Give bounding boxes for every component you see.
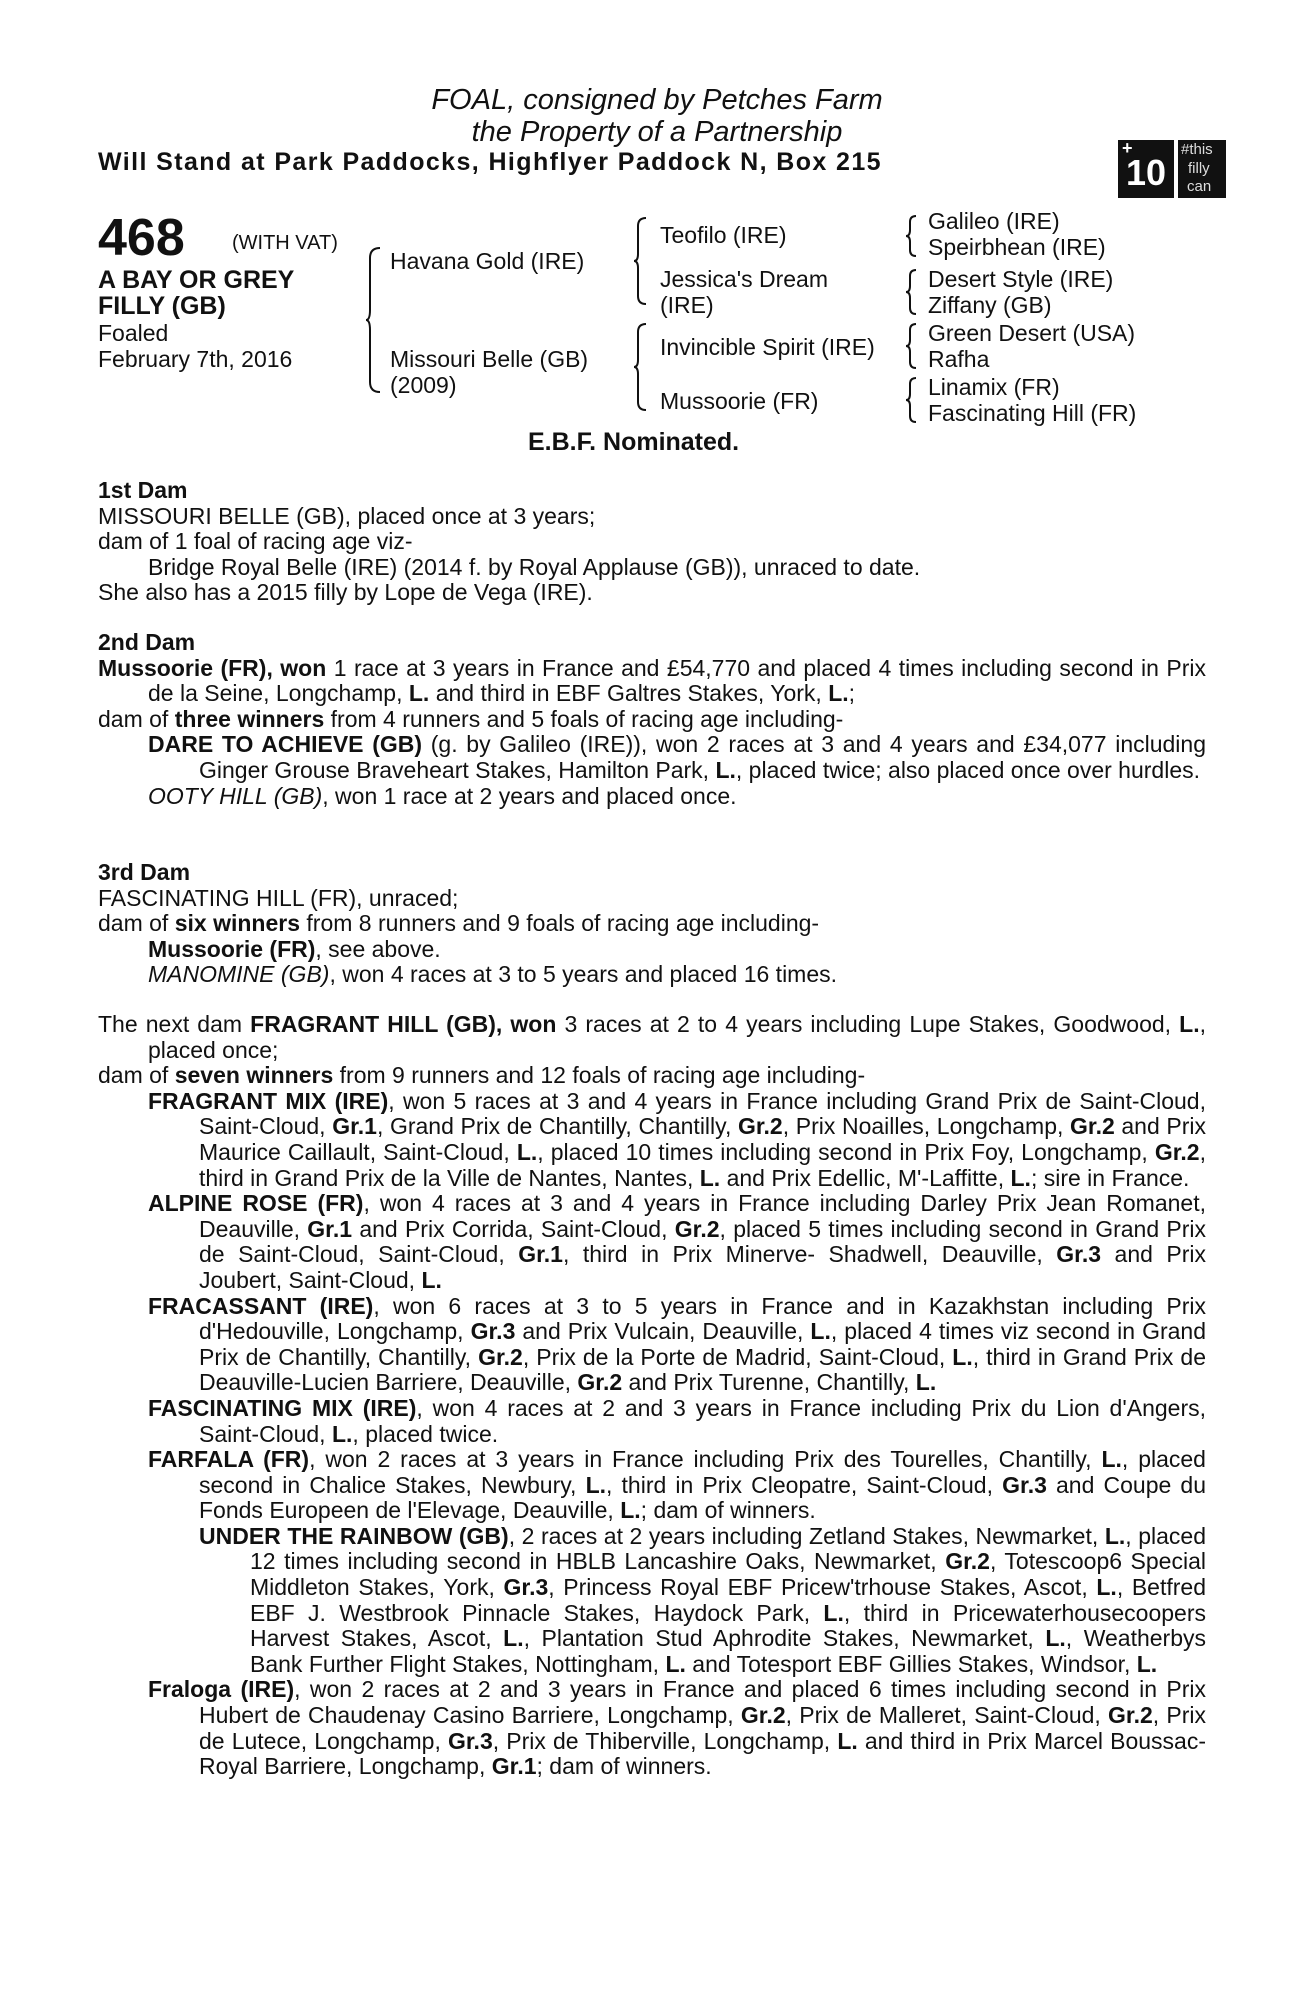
text: , won 4 races at 3 and 4 years in France including Darley Prix Jean Romanet, Deauville, [199, 1190, 1206, 1242]
text: , Weatherbys Bank Further Flight Stakes, Nottingham, [250, 1625, 1206, 1677]
grade-label: Gr.1 [491, 1753, 537, 1780]
listed-label: L. [715, 756, 736, 783]
winners-count: six winners [174, 910, 300, 937]
pedigree-brace-4 [906, 376, 920, 424]
text: and Totesport EBF Gillies Stakes, Windsor, [685, 1650, 1137, 1677]
lot-desc-2: FILLY (GB) [98, 292, 226, 320]
third-dam-line-3 [98, 937, 1206, 963]
text: and Prix Edellic, M'-Laffitte, [720, 1164, 1011, 1191]
text: , placed twice. [352, 1420, 499, 1447]
pedigree-brace-2 [906, 268, 920, 316]
pedigree-brace-1 [906, 214, 920, 258]
listed-label: L. [952, 1343, 973, 1370]
ped-sire: Havana Gold (IRE) [390, 248, 585, 274]
text: dam of [98, 910, 175, 937]
listed-label: L. [421, 1266, 442, 1293]
text: from 8 runners and 9 foals of racing age including- [300, 910, 820, 937]
text: , 2 races at 2 years including Zetland Stakes, Newmarket, [508, 1522, 1105, 1549]
text: dam of [98, 705, 175, 732]
text: and third in EBF Galtres Stakes, York, [429, 680, 829, 707]
logo-filly: filly [1188, 160, 1210, 177]
ped-4-5: Green Desert (USA) [928, 320, 1136, 346]
grade-label: Gr.2 [945, 1548, 990, 1575]
text: and Prix Joubert, Saint-Cloud, [199, 1241, 1207, 1293]
ped-sire-dam: Jessica's Dream [660, 266, 828, 292]
grade-label: Gr.2 [674, 1215, 720, 1242]
listed-label: L. [699, 1164, 721, 1191]
ped-sire-sire: Teofilo (IRE) [660, 222, 787, 248]
first-dam-line-1: MISSOURI BELLE (GB), placed once at 3 years; [98, 502, 596, 529]
ped-4-6: Rafha [928, 346, 990, 372]
third-dam-line-2 [98, 911, 1206, 937]
third-dam-heading: 3rd Dam [98, 859, 191, 885]
horse-name: FRAGRANT MIX (IRE) [148, 1087, 389, 1114]
alpine-rose-entry [98, 1191, 1206, 1293]
first-dam-heading: 1st Dam [98, 477, 188, 503]
pedigree-brace-dam [634, 322, 650, 412]
lot-number: 468 [98, 209, 185, 267]
header-property: the Property of a Partnership [471, 116, 843, 148]
text: ; dam of winners. [536, 1753, 712, 1780]
horse-name: FRACASSANT (IRE) [148, 1292, 374, 1319]
grade-label: Gr.2 [1154, 1138, 1200, 1165]
header-consignor: FOAL, consigned by Petches Farm [431, 84, 883, 116]
text: , Prix de Malleret, Saint-Cloud, [785, 1702, 1109, 1729]
horse-name: DARE TO ACHIEVE (GB) [148, 731, 423, 758]
first-dam-section [98, 478, 1206, 606]
listed-label: L. [331, 1420, 353, 1447]
second-dam-heading: 2nd Dam [98, 629, 196, 655]
ped-4-7: Linamix (FR) [928, 374, 1060, 400]
text: , Grand Prix de Chantilly, Chantilly, [376, 1113, 738, 1140]
second-dam-para-4 [98, 784, 1206, 810]
listed-label: L. [1101, 1446, 1122, 1473]
grade-label: Gr.3 [503, 1574, 549, 1601]
listed-label: L. [516, 1138, 538, 1165]
text: and Prix Vulcain, Deauville, [515, 1318, 811, 1345]
second-dam-para-2 [98, 707, 1206, 733]
text: ; sire in France. [1030, 1164, 1190, 1191]
text: , Totescoop6 Special Middleton Stakes, York, [250, 1548, 1206, 1601]
ped-4-4: Ziffany (GB) [928, 292, 1052, 318]
ped-4-8: Fascinating Hill (FR) [928, 400, 1137, 426]
ped-4-2: Speirbhean (IRE) [928, 234, 1106, 260]
grade-label: Gr.2 [1070, 1113, 1115, 1140]
listed-label: L. [915, 1369, 937, 1396]
horse-name: Mussoorie (FR) [148, 935, 316, 962]
lot-vat: (WITH VAT) [232, 232, 338, 254]
text: , see above. [315, 935, 441, 962]
ped-dam-year: (2009) [390, 372, 457, 398]
listed-label: L. [620, 1497, 641, 1524]
under-the-rainbow-entry [98, 1524, 1206, 1678]
logo-text-block [1178, 140, 1226, 198]
listed-label: L. [810, 1318, 831, 1345]
text: , won 5 races at 3 and 4 years in France including Grand Prix de Saint-Cloud, Saint-Cloud, [199, 1087, 1206, 1140]
text: , Betfred EBF J. Westbrook Pinnacle Stakes, Haydock Park, [250, 1574, 1206, 1626]
text: ; [848, 680, 856, 707]
horse-name: FRAGRANT HILL (GB), won [250, 1011, 557, 1037]
ped-4-3: Desert Style (IRE) [928, 266, 1114, 292]
text: (g. by Galileo (IRE)), won 2 races at 3 and 4 years and £34,077 including Ginger Grouse Braveheart Stakes, Hamilton Park, [199, 731, 1206, 783]
grade-label: Gr.3 [470, 1318, 516, 1345]
mussoorie-name: Mussoorie (FR) [98, 654, 267, 681]
fracassant-entry [98, 1294, 1206, 1396]
ped-dam-dam: Mussoorie (FR) [660, 388, 819, 414]
grade-label: Gr.2 [740, 1702, 786, 1729]
listed-label: L. [1136, 1650, 1158, 1677]
pedigree-brace-3 [906, 322, 920, 370]
listed-label: L. [1045, 1625, 1066, 1652]
grade-label: Gr.3 [1056, 1241, 1102, 1268]
text: ; dam of winners. [640, 1497, 816, 1524]
third-dam-line-1: FASCINATING HILL (FR), unraced; [98, 884, 459, 911]
text: The next dam [98, 1011, 251, 1037]
text: , third in Grand Prix de la Ville de Nantes, Nantes, [199, 1138, 1206, 1191]
grade-label: Gr.1 [332, 1113, 377, 1140]
winners-count: three winners [174, 705, 325, 732]
next-dam-para-1 [98, 1012, 1206, 1063]
second-dam-para-1 [98, 656, 1206, 707]
pedigree-brace-sire [634, 216, 650, 306]
text: and Prix Turenne, Chantilly, [622, 1369, 916, 1396]
grade-label: Gr.3 [1002, 1471, 1047, 1498]
grade-label: Gr.3 [447, 1727, 493, 1754]
ped-dam-sire: Invincible Spirit (IRE) [660, 334, 875, 360]
text: , third in Pricewaterhousecoopers Harvest Stakes, Ascot, [250, 1599, 1206, 1652]
fraloga-entry [98, 1677, 1206, 1779]
listed-label: L. [1179, 1011, 1200, 1037]
text: , placed 12 times including second in HBLB Lancashire Oaks, Newmarket, [250, 1522, 1206, 1575]
listed-label: L. [828, 680, 849, 707]
listed-label: L. [503, 1625, 524, 1652]
logo-ten-block [1118, 140, 1174, 198]
fascinating-mix-entry [98, 1396, 1206, 1447]
text: , placed twice; also placed once over hurdles. [735, 756, 1201, 783]
ped-4-1: Galileo (IRE) [928, 208, 1060, 234]
listed-label: L. [1010, 1164, 1031, 1191]
won-label: , won [266, 654, 327, 681]
text: , Prix de la Porte de Madrid, Saint-Cloud, [522, 1343, 953, 1370]
header-location: Will Stand at Park Paddocks, Highflyer Paddock N, Box 215 [98, 148, 882, 176]
listed-label: L. [823, 1599, 844, 1626]
text: , placed 4 times viz second in Grand Prix de Chantilly, Chantilly, [199, 1318, 1207, 1370]
text: and Prix Maurice Caillault, Saint-Cloud, [199, 1113, 1206, 1165]
text: 3 races at 2 to 4 years including Lupe Stakes, Goodwood, [556, 1011, 1180, 1037]
text: dam of [98, 1062, 175, 1089]
text: , won 4 races at 2 and 3 years in France including Prix du Lion d'Angers, Saint-Cloud, [199, 1394, 1207, 1447]
grade-label: Gr.2 [577, 1369, 623, 1396]
fragrant-mix-entry [98, 1089, 1206, 1191]
text: , placed 5 times including second in Grand Prix de Saint-Cloud, Saint-Cloud, [199, 1215, 1207, 1268]
first-dam-line-3: Bridge Royal Belle (IRE) (2014 f. by Royal Applause (GB)), unraced to date. [148, 553, 921, 580]
listed-label: L. [408, 680, 430, 707]
second-dam-para-3 [98, 732, 1206, 783]
horse-name: FARFALA (FR) [148, 1446, 310, 1473]
ped-sire-dam-country: (IRE) [660, 292, 714, 318]
horse-name: OOTY HILL (GB) [148, 782, 323, 809]
logo-can: can [1187, 178, 1212, 195]
text: , Princess Royal EBF Pricew'trhouse Stakes, Ascot, [548, 1574, 1097, 1601]
listed-label: L. [837, 1727, 858, 1754]
text: , won 1 race at 2 years and placed once. [322, 782, 737, 809]
logo-plus: + [1122, 138, 1133, 158]
first-dam-line-2: dam of 1 foal of racing age viz- [98, 528, 413, 555]
logo-number: 10 [1126, 152, 1167, 193]
listed-label: L. [1104, 1522, 1126, 1549]
text: from 4 runners and 5 foals of racing age including- [324, 705, 844, 732]
text: , Prix de Thiberville, Longchamp, [492, 1727, 838, 1754]
text: and Coupe du Fonds Europeen de l'Elevage, Deauville, [199, 1471, 1207, 1524]
ped-dam: Missouri Belle (GB) [390, 346, 589, 372]
text: , Prix Noailles, Longchamp, [782, 1113, 1070, 1140]
text: , won 6 races at 3 to 5 years in France and in Kazakhstan including Prix d'Hedouville, Longchamp, [199, 1292, 1206, 1345]
lot-foal-date: February 7th, 2016 [98, 346, 293, 372]
text: , third in Prix Cleopatre, Saint-Cloud, [606, 1471, 1003, 1498]
winners-count: seven winners [174, 1062, 334, 1089]
third-dam-section [98, 860, 1206, 988]
grade-label: Gr.2 [737, 1113, 783, 1140]
horse-name: FASCINATING MIX (IRE) [148, 1394, 417, 1421]
text: , placed once; [148, 1011, 1206, 1063]
second-dam-section [98, 630, 1206, 809]
third-dam-line-4 [98, 962, 1206, 988]
text: , placed 10 times including second in Prix Foy, Longchamp, [537, 1138, 1155, 1165]
grade-label: Gr.2 [1108, 1702, 1153, 1729]
text: , third in Grand Prix de Deauville-Lucien Barriere, Deauville, [199, 1343, 1207, 1396]
logo-hash: #this [1181, 141, 1213, 158]
lot-desc-1: A BAY OR GREY [98, 266, 295, 294]
text: , won 4 races at 3 to 5 years and placed 16 times. [329, 961, 838, 988]
listed-label: L. [585, 1471, 607, 1498]
text: 1 race at 3 years in France and £54,770 and placed 4 times including second in Prix de la Seine, Longchamp, [148, 654, 1206, 707]
pedigree-brace-main [366, 246, 384, 394]
next-dam-para-2 [98, 1063, 1206, 1089]
text: , won 2 races at 3 years in France including Prix des Tourelles, Chantilly, [309, 1446, 1102, 1473]
lot-foaled: Foaled [98, 320, 169, 346]
next-dam-section [98, 1012, 1206, 1780]
text: and Prix Corrida, Saint-Cloud, [352, 1215, 675, 1242]
ebf-nominated: E.B.F. Nominated. [528, 428, 740, 456]
farfala-entry [98, 1447, 1206, 1524]
horse-name: Fraloga (IRE) [148, 1676, 295, 1703]
text: and third in Prix Marcel Boussac-Royal Barriere, Longchamp, [199, 1727, 1206, 1780]
listed-label: L. [1096, 1574, 1117, 1601]
this-filly-can-logo [1118, 140, 1226, 198]
text: , Prix de Lutece, Longchamp, [199, 1702, 1207, 1754]
horse-name: MANOMINE (GB) [148, 961, 330, 988]
grade-label: Gr.1 [518, 1241, 563, 1268]
text: , placed second in Chalice Stakes, Newbury, [199, 1446, 1206, 1498]
text: , third in Prix Minerve- Shadwell, Deauville, [562, 1241, 1057, 1268]
first-dam-line-4: She also has a 2015 filly by Lope de Vega (IRE). [98, 579, 593, 606]
horse-name: UNDER THE RAINBOW (GB) [199, 1522, 509, 1549]
text: from 9 runners and 12 foals of racing age including- [333, 1062, 866, 1089]
listed-label: L. [665, 1650, 686, 1677]
text: , Plantation Stud Aphrodite Stakes, Newmarket, [523, 1625, 1046, 1652]
grade-label: Gr.2 [478, 1343, 523, 1370]
grade-label: Gr.1 [307, 1215, 353, 1242]
horse-name: ALPINE ROSE (FR) [148, 1190, 364, 1217]
text: , won 2 races at 2 and 3 years in France and placed 6 times including second in Prix Hubert de Chaudenay Casino Barriere, Longchamp, [199, 1676, 1206, 1729]
